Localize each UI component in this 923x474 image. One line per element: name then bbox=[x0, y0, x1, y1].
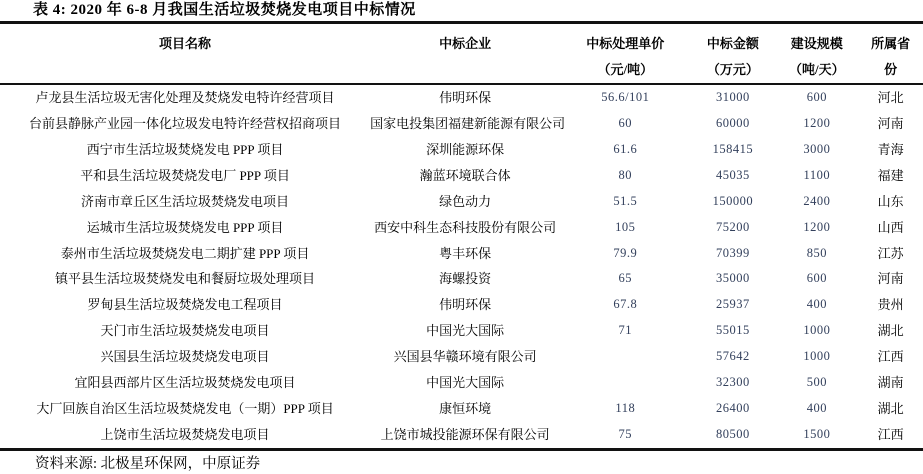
table-row bbox=[0, 396, 923, 422]
cell-winning-bidder: 绿色动力 bbox=[439, 193, 492, 209]
cell-project-name: 宜阳县西部片区生活垃圾焚烧发电项目 bbox=[74, 375, 296, 391]
table-row bbox=[0, 163, 923, 189]
cell-province: 山东 bbox=[877, 193, 904, 209]
table-row bbox=[0, 137, 923, 163]
cell-bid-amount: 60000 bbox=[715, 115, 750, 130]
cell-construction-scale: 1000 bbox=[803, 323, 831, 338]
header-label: 中标金额 bbox=[706, 36, 759, 51]
cell-bid-amount: 80500 bbox=[715, 426, 750, 441]
table-row bbox=[0, 318, 923, 344]
cell-province: 贵州 bbox=[877, 297, 904, 313]
header-sublabel: （万元） bbox=[706, 62, 759, 77]
cell-unit-price: 79.9 bbox=[613, 245, 638, 260]
cell-province: 福建 bbox=[877, 167, 904, 183]
cell-unit-price: 51.5 bbox=[613, 193, 638, 208]
cell-project-name: 上饶市生活垃圾焚烧发电项目 bbox=[100, 426, 270, 442]
header-project-name bbox=[0, 26, 370, 83]
cell-province: 江苏 bbox=[877, 245, 904, 261]
cell-construction-scale: 1000 bbox=[803, 349, 831, 364]
cell-bid-amount: 70399 bbox=[715, 245, 750, 260]
table-body bbox=[0, 85, 923, 448]
cell-construction-scale: 1200 bbox=[803, 115, 831, 130]
cell-province: 山西 bbox=[877, 219, 904, 235]
cell-winning-bidder: 国家电投集团福建新能源有限公司 bbox=[370, 115, 566, 131]
table-title: 表 4: 2020 年 6-8 月我国生活垃圾焚烧发电项目中标情况 bbox=[33, 2, 416, 18]
cell-winning-bidder: 兴国县华赣环境有限公司 bbox=[393, 349, 537, 365]
header-sublabel: （元/吨） bbox=[597, 62, 654, 77]
cell-winning-bidder: 深圳能源环保 bbox=[426, 141, 505, 157]
header-unit-price bbox=[560, 26, 690, 83]
header-sublabel: （吨/天） bbox=[789, 62, 845, 77]
cell-winning-bidder: 西安中科生态科技股份有限公司 bbox=[374, 219, 557, 235]
cell-winning-bidder: 康恒环境 bbox=[439, 401, 492, 417]
cell-unit-price: 71 bbox=[618, 323, 633, 338]
cell-province: 湖北 bbox=[877, 323, 904, 339]
table-row bbox=[0, 85, 923, 111]
table-row bbox=[0, 344, 923, 370]
cell-province: 河南 bbox=[877, 115, 904, 131]
cell-unit-price: 61.6 bbox=[613, 141, 638, 156]
cell-project-name: 卢龙县生活垃圾无害化处理及焚烧发电特许经营项目 bbox=[35, 90, 335, 105]
cell-unit-price: 67.8 bbox=[613, 297, 638, 312]
cell-project-name: 运城市生活垃圾焚烧发电 PPP 项目 bbox=[86, 219, 284, 235]
header-label: 项目名称 bbox=[159, 36, 212, 51]
table-header-row bbox=[0, 26, 923, 83]
cell-project-name: 兴国县生活垃圾焚烧发电项目 bbox=[100, 349, 270, 365]
header-winning-bidder bbox=[370, 26, 560, 83]
header-label: 中标企业 bbox=[439, 36, 492, 51]
cell-unit-price: 75 bbox=[618, 426, 633, 441]
table-row bbox=[0, 266, 923, 292]
cell-winning-bidder: 上饶市城投能源环保有限公司 bbox=[380, 426, 550, 442]
cell-construction-scale: 400 bbox=[806, 401, 827, 416]
table-row bbox=[0, 370, 923, 396]
cell-project-name: 泰州市生活垃圾焚烧发电二期扩建 PPP 项目 bbox=[60, 245, 310, 261]
cell-bid-amount: 35000 bbox=[715, 271, 750, 286]
cell-bid-amount: 31000 bbox=[715, 90, 750, 104]
cell-winning-bidder: 伟明环保 bbox=[439, 297, 492, 313]
cell-province: 河北 bbox=[877, 90, 904, 105]
cell-project-name: 台前县静脉产业园一体化垃圾发电特许经营权招商项目 bbox=[29, 115, 342, 131]
cell-province: 湖南 bbox=[877, 375, 904, 391]
cell-construction-scale: 400 bbox=[806, 297, 827, 312]
cell-project-name: 罗甸县生活垃圾焚烧发电工程项目 bbox=[87, 297, 283, 313]
table-row bbox=[0, 215, 923, 241]
cell-province: 青海 bbox=[877, 141, 904, 157]
cell-bid-amount: 75200 bbox=[715, 219, 750, 234]
cell-bid-amount: 45035 bbox=[715, 167, 750, 182]
cell-province: 湖北 bbox=[877, 401, 904, 417]
cell-unit-price: 60 bbox=[618, 115, 633, 130]
cell-bid-amount: 158415 bbox=[712, 141, 754, 156]
cell-bid-amount: 26400 bbox=[715, 401, 750, 416]
cell-construction-scale: 500 bbox=[806, 375, 827, 390]
header-label: 中标处理单价 bbox=[586, 36, 665, 51]
cell-winning-bidder: 粤丰环保 bbox=[439, 245, 492, 261]
cell-unit-price: 118 bbox=[615, 401, 636, 416]
cell-unit-price: 105 bbox=[615, 219, 636, 234]
header-label: 所属省 bbox=[871, 36, 911, 51]
cell-unit-price: 56.6/101 bbox=[601, 90, 650, 104]
table-row bbox=[0, 422, 923, 448]
header-label: 建设规模 bbox=[790, 36, 843, 51]
cell-province: 江西 bbox=[877, 426, 904, 442]
cell-project-name: 天门市生活垃圾焚烧发电项目 bbox=[100, 323, 270, 339]
cell-project-name: 平和县生活垃圾焚烧发电厂 PPP 项目 bbox=[80, 167, 290, 183]
cell-unit-price: 80 bbox=[618, 167, 633, 182]
table-row bbox=[0, 189, 923, 215]
header-bid-amount bbox=[690, 26, 775, 83]
cell-project-name: 济南市章丘区生活垃圾焚烧发电项目 bbox=[81, 193, 290, 209]
cell-project-name: 大厂回族自治区生活垃圾焚烧发电（一期）PPP 项目 bbox=[36, 401, 334, 417]
source-note: 资料来源: 北极星环保网，中原证券 bbox=[35, 456, 261, 472]
header-construction-scale bbox=[775, 26, 858, 83]
cell-bid-amount: 32300 bbox=[715, 375, 750, 390]
cell-construction-scale: 600 bbox=[806, 271, 827, 286]
cell-construction-scale: 1100 bbox=[803, 167, 831, 182]
cell-construction-scale: 1200 bbox=[803, 219, 831, 234]
cell-construction-scale: 3000 bbox=[803, 141, 831, 156]
table-row bbox=[0, 241, 923, 267]
header-sublabel: 份 bbox=[884, 62, 898, 77]
table-row bbox=[0, 292, 923, 318]
cell-winning-bidder: 瀚蓝环境联合体 bbox=[419, 167, 511, 183]
cell-construction-scale: 600 bbox=[806, 90, 827, 104]
cell-bid-amount: 57642 bbox=[715, 349, 750, 364]
bottom-rule bbox=[0, 448, 923, 451]
cell-winning-bidder: 伟明环保 bbox=[439, 90, 492, 105]
cell-winning-bidder: 中国光大国际 bbox=[426, 323, 505, 339]
cell-project-name: 镇平县生活垃圾焚烧发电和餐厨垃圾处理项目 bbox=[55, 271, 316, 287]
table-row bbox=[0, 111, 923, 137]
cell-bid-amount: 55015 bbox=[715, 323, 750, 338]
cell-winning-bidder: 海螺投资 bbox=[439, 271, 492, 287]
cell-bid-amount: 150000 bbox=[712, 193, 754, 208]
cell-construction-scale: 2400 bbox=[803, 193, 831, 208]
cell-construction-scale: 1500 bbox=[803, 426, 831, 441]
cell-winning-bidder: 中国光大国际 bbox=[426, 375, 505, 391]
cell-province: 江西 bbox=[877, 349, 904, 365]
cell-construction-scale: 850 bbox=[806, 245, 827, 260]
cell-unit-price: 65 bbox=[618, 271, 633, 286]
cell-project-name: 西宁市生活垃圾焚烧发电 PPP 项目 bbox=[86, 141, 284, 157]
header-province bbox=[858, 26, 923, 83]
cell-bid-amount: 25937 bbox=[715, 297, 750, 312]
cell-province: 河南 bbox=[877, 271, 904, 287]
top-rule bbox=[0, 21, 923, 24]
